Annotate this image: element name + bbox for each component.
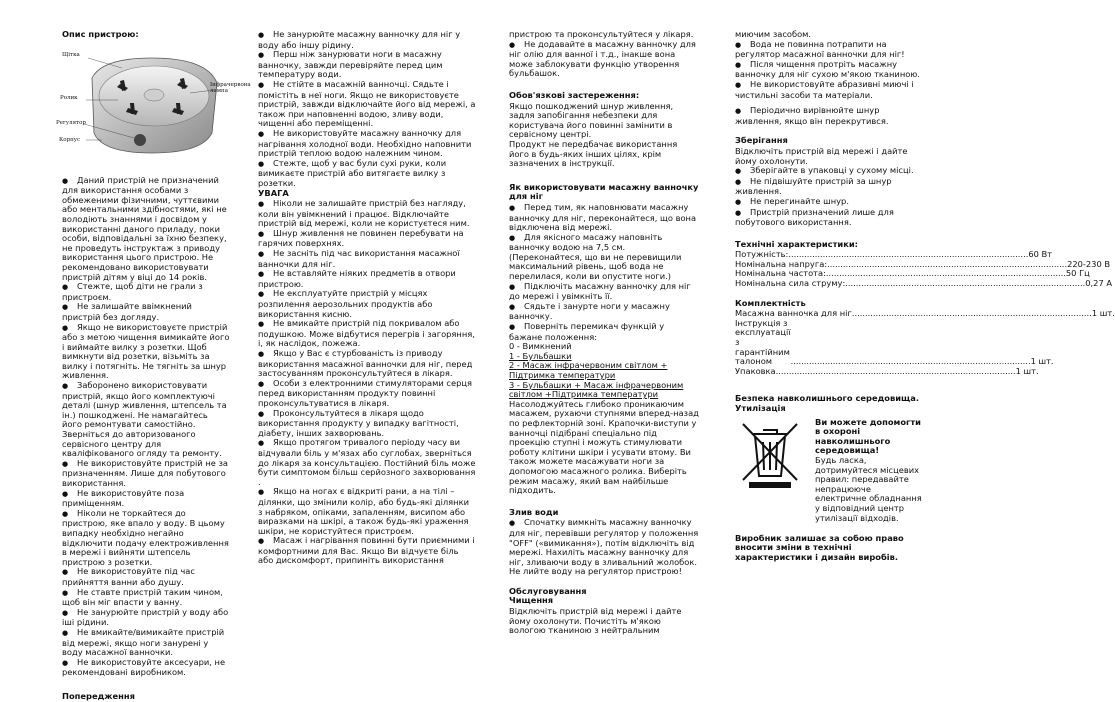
usage-step-1: ● Перед тим, як наповнювати масажну ванночку для ніг, переконайтеся, що вона відключена від мережі. — [509, 203, 699, 233]
warning-heading: Попередження — [62, 690, 135, 701]
safety-point-8: ● Ніколи не торкайтеся до пристрою, яке впало у воду. В цьому випадку необхідно негайно відключити подачу електроживлення в мережі і вийняти штепсель пристрою з розетки. — [62, 509, 230, 568]
column-1 — [56, 29, 251, 702]
spec-row: Номінальна сила струму: ..... 0,27 А — [735, 279, 923, 289]
attention-point-11: ● Якщо на ногах є відкриті рани, а на тілі – ділянки, що змінили колір, або будь-які ділянки з набряком, опіками, запаленням, висипом або виразками на шкірі, а також будь-які ураження шкіри, не користуйтеся пристроєм. — [258, 487, 476, 536]
device-figure — [56, 48, 251, 158]
mandatory-warning-2: Продукт не передбачає використання його в будь-яких інших цілях, крім зазначених в інструкції. — [509, 138, 678, 169]
recycling-bold: Ви можете допомогти в охороні навколишнього середовища! — [815, 416, 921, 456]
safety-point-6: ● Не використовуйте пристрій не за призначенням. Лише для побутового використання. — [62, 459, 230, 489]
kit-heading: Комплектність — [735, 297, 806, 308]
label-case: Корпус — [59, 136, 81, 143]
cleaning-text: Відключіть пристрій від мережі і дайте йому охолонути. Почистіть м'якою вологою тканиною з нейтральним — [509, 606, 682, 636]
mode-0: 0 - Вимкнений — [509, 341, 572, 352]
safety-point-11: ● Не занурюйте пристрій у воду або іші рідини. — [62, 608, 230, 628]
cleaning-point-3: ● Не використовуйте абразивні миючі і чистильні засоби та матеріали. — [735, 80, 923, 100]
attention-point-12: ● Масаж і нагрівання повинні бути приємними і комфортними для Вас. Якщо Ви відчуєте біль або дискомфорт, припиніть використання — [258, 536, 476, 566]
warning-point-3: ● Не стійте в масажній ванночці. Сядьте і помістіть в неї ноги. Якщо не використовуєте пристрій, завжди відключайте його від мережі, а також при наповненні водою, зливу води, чищенні або переміщенні. — [258, 80, 476, 129]
recycling-rules: Будь ласка, дотримуйтеся місцевих правил: передавайте непрацююче електричне обладнання у відповідний центр утилізації відходів. — [815, 454, 922, 523]
storage-point-1: ● Зберігайте в упаковці у сухому місці. — [735, 166, 923, 177]
safety-point-3: ● Не залишайте ввімкнений пристрій без догляду. — [62, 302, 230, 322]
cleaning-heading: Чищення — [509, 595, 554, 606]
warning-point-5: ● Стежте, щоб у вас були сухі руки, коли вимикаєте пристрій або витягаєте вилку з розетки. — [258, 159, 476, 189]
mandatory-warning-1: Якщо пошкоджений шнур живлення, задля запобігання небезпеки для користувача його повинні замінити в сервісному центрі. — [509, 100, 674, 140]
attention-point-8: ● Особи з електронними стимуляторами серця перед використанням продукту повинні проконсультуватися в лікаря. — [258, 379, 476, 409]
spec-row: Потужність: ..... 60 Вт — [735, 250, 923, 260]
storage-point-4: ● Пристрій призначений лише для побутового використання. — [735, 208, 923, 228]
how-to-use-heading: Як використовувати масажну ванночку для ніг — [509, 181, 699, 202]
manufacturer-note: Виробник залишає за собою право вносити зміни в технічні характеристики і дизайн виробів. — [735, 532, 904, 562]
environment-heading: Безпека навколишнього середовища. Утилізація — [735, 393, 919, 413]
attention-point-5: ● Не експлуатуйте пристрій у місцях розпилення аерозольних продуктів або використання кисню. — [258, 289, 476, 319]
crossed-bin-icon — [735, 418, 805, 492]
attention-point-7: ● Якщо у Вас є стурбованість із приводу використання масажної ванночки для ніг, перед застосуванням проконсультуйтеся в лікаря. — [258, 349, 476, 379]
column-3 — [509, 30, 699, 636]
warning-point-4: ● Не використовуйте масажну ванночку для нагрівання холодної води. Необхідно наповнити пристрій теплою водою належним чином. — [258, 129, 476, 159]
attention-heading: УВАГА — [258, 187, 289, 198]
continued-text: пристрою та проконсультуйтеся у лікаря. — [509, 29, 694, 39]
label-roller: Ролик — [60, 94, 78, 101]
storage-point-2: ● Не підвішуйте пристрій за шнур живлення. — [735, 177, 923, 197]
attention-point-4: ● Не вставляйте ніяких предметів в отвори пристрою. — [258, 269, 476, 289]
attention-point-9: ● Проконсультуйтеся в лікаря щодо використання продукту у випадку вагітності, діабету, інших захворювань. — [258, 409, 476, 439]
attention-point-10: ● Якщо протягом тривалого періоду часу ви відчували біль у м'язах або суглобах, зверніться до лікаря за консультацією. Постійний біль може бути симптомом більш серйозного захворювання . — [258, 438, 476, 487]
usage-step-2: ● Для якісного масажу наповніть ванночку водою на 7,5 см. (Переконайтеся, що ви не перевищили максимальний рівень, щоб вода не перелилася, коли ви опустите ноги.) — [509, 233, 699, 282]
cleaning-point-1: ● Вода не повинна потрапити на регулятор масажної ванночки для ніг! — [735, 40, 923, 60]
kit-row: Масажна ванночка для ніг ..... 1 шт. — [735, 309, 923, 319]
safety-point-4: ● Якщо не використовуєте пристрій або з метою чищення вимикайте його і виймайте вилку з розетки. Щоб вимкнути від розетки, візьміть за вилку і потягніть. Не тягніть за шнур живлення. — [62, 323, 230, 382]
warning-point-1: ● Не занурюйте масажну ванночку для ніг у воду або іншу рідину. — [258, 30, 476, 50]
cleaning-point-4: ● Періодично вирівнюйте шнур живлення, якщо він перекрутився. — [735, 106, 923, 126]
attention-point-1: ● Ніколи не залишайте пристрій без нагляду, коли він увімкнений і працює. Відключайте пристрій від мережі, коли не користуєтеся ним. — [258, 199, 476, 229]
mode-1: 1 - Бульбашки — [509, 350, 572, 361]
mode-2: 2 - Масаж інфрачервоним світлом + Підтримка температури — [509, 360, 668, 380]
label-regulator: Регулятор — [56, 119, 86, 126]
safety-point-7: ● Не використовуйте поза приміщенням. — [62, 489, 230, 509]
safety-point-12: ● Не вмикайте/вимикайте пристрій від мережі, якщо ноги занурені у воду масажної ванночки. — [62, 628, 230, 658]
maintenance-heading: Обслуговування — [509, 585, 587, 596]
storage-point-3: ● Не перегинайте шнур. — [735, 197, 923, 208]
safety-point-2: ● Стежте, щоб діти не грали з пристроєм. — [62, 282, 230, 302]
kit-row: Інструкція з експлуатації з гарантійним талоном ..... 1 шт. — [735, 319, 923, 367]
safety-point-1: ● Даний пристрій не призначений для використання особами з обмеженими фізичними, чуттєвими або ментальними здібностями, які не володіють знаннями і досвідом у використанні даного приладу, поки особи, відповідальні за їхню безпеку, не проведуть інструктаж з приводу використання цього пристрою. Не рекомендовано використовувати пристрій дітям у віці до 14 років. — [62, 176, 230, 283]
attention-point-6: ● Не вмикайте пристрій під покривалом або подушкою. Може відбутися перегрів і загоряння, і, як наслідок, пожежа. — [258, 319, 476, 349]
oil-warning: ● Не додавайте в масажну ванночку для ніг олію для ванної і т.д., інакше вона може заблокувати функцію утворення бульбашок. — [509, 40, 699, 79]
storage-intro: Відключіть пристрій від мережі і дайте йому охолонути. — [735, 145, 908, 166]
recycling-block — [735, 416, 923, 523]
spec-row: Номінальна частота: ..... 50 Гц — [735, 269, 923, 279]
cleaning-continued: миючим засобом. — [735, 29, 812, 39]
kit-row: Упаковка ..... 1 шт. — [735, 367, 923, 377]
column-2 — [258, 30, 476, 566]
device-description-title: Опис пристрою: — [62, 29, 139, 39]
safety-point-9: ● Не використовуйте під час прийняття ванни або душу. — [62, 567, 230, 587]
safety-point-10: ● Не ставте пристрій таким чином, щоб він міг впасти у ванну. — [62, 588, 230, 608]
column-4 — [735, 29, 1115, 562]
label-brush: Щітка — [62, 51, 80, 58]
storage-heading: Зберігання — [735, 135, 788, 146]
drain-heading: Злив води — [509, 506, 559, 517]
attention-point-2: ● Шнур живлення не повинен перебувати на гарячих поверхнях. — [258, 229, 476, 249]
mode-3: 3 - Бульбашки + Масаж інфрачервоним світлом +Підтримка температури — [509, 379, 684, 400]
drain-text: ● Спочатку вимкніть масажну ванночку для ніг, перевівши регулятор у положення "OFF" («вимикання»), потім відключіть від мережі. Нахиліть масажну ванночку для ніг, зливаючи воду в зливальний жолобок. Не лийте воду на регулятор пристрою! — [509, 518, 699, 577]
cleaning-point-2: ● Після чищення протріть масажну ванночку для ніг сухою м'якою тканиною. — [735, 60, 923, 80]
massage-description: Насолоджуйтесь глибоко проникаючим масажем, рухаючи ступнями вперед-назад по рефлекторній зоні. Крапочки-виступи у ванночці підібрані спеціально під проекцію ступні і можуть стимулювати роботу клітини шкіри і усувати втому. Ви також можете масажувати ноги за допомогою масажного ролика. Виберіть режим масажу, який вам найбільше підходить. — [509, 398, 699, 496]
attention-point-3: ● Не засніть під час використання масажної ванночки для ніг. — [258, 249, 476, 269]
tech-specs-heading: Технічні характеристики: — [735, 238, 858, 249]
foot-spa-illustration — [62, 48, 251, 158]
recycling-text — [815, 418, 923, 524]
safety-point-5: ● Заборонено використовувати пристрій, якщо його комплектуючі деталі (шнур живлення, штепсель та ін.) пошкоджені. Не намагайтесь його ремонтувати самостійно. Зверніться до авторизованого сервісного центру для кваліфікованого огляду та ремонту. — [62, 381, 230, 459]
usage-step-3: ● Підключіть масажну ванночку для ніг до мережі і увімкніть її. — [509, 282, 699, 302]
usage-step-4: ● Сядьте і занурте ноги у масажну ванночку. — [509, 302, 699, 322]
safety-point-13: ● Не використовуйте аксесуари, не рекомендовані виробником. — [62, 658, 230, 678]
usage-step-5: ● Поверніть перемикач функцій у бажане положення: — [509, 322, 699, 342]
warning-point-2: ● Перш ніж занурювати ноги в масажну ванночку, завжди перевіряйте перед цим температуру води. — [258, 50, 476, 80]
spec-row: Номінальна напруга: ..... 220-230 В — [735, 260, 923, 270]
mandatory-warnings-heading: Обов'язкові застереження: — [509, 89, 640, 100]
label-ir-lamp: Інфрачервона лампа — [210, 81, 251, 94]
